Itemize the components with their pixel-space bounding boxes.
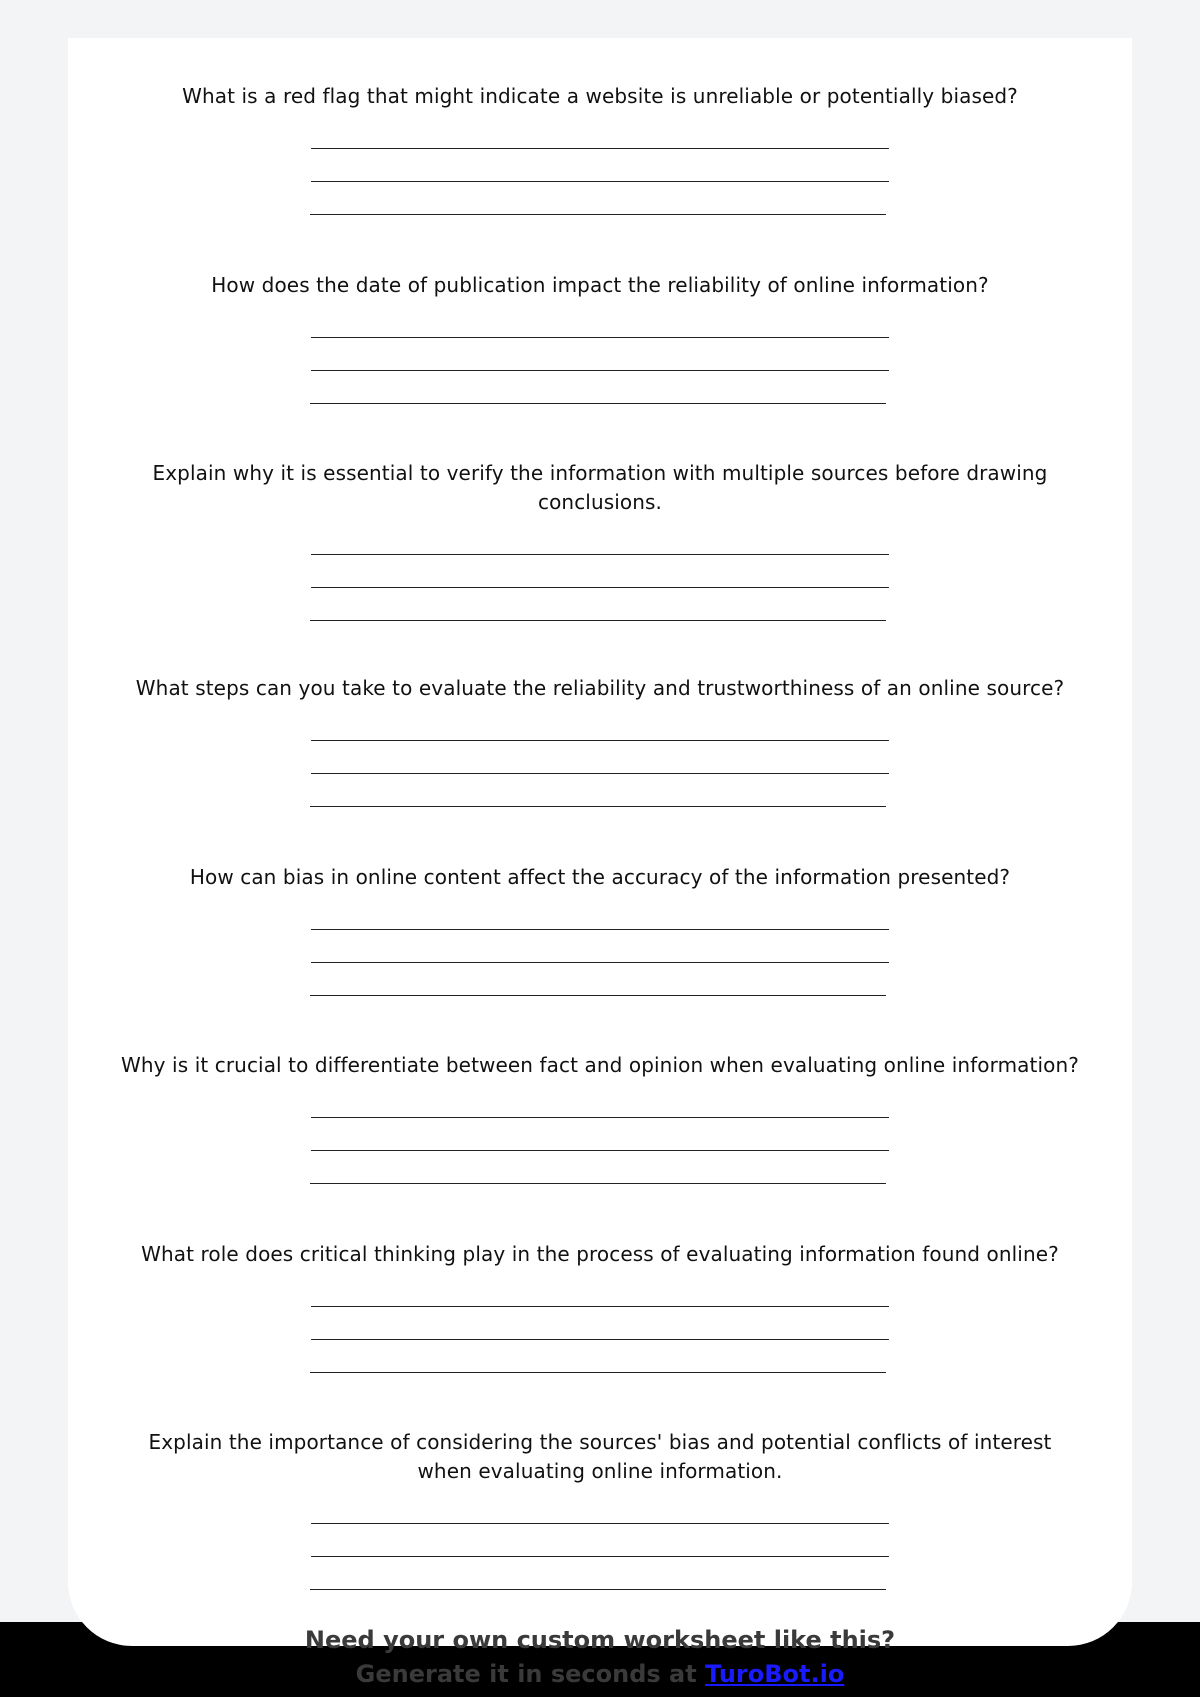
question-text: Explain why it is essential to verify the information with multiple sources before drawing conclusions. — [152, 461, 1048, 514]
question-text: How can bias in online content affect the accuracy of the information presented? — [189, 865, 1011, 889]
answer-lines — [68, 1281, 1132, 1380]
question-block — [68, 1051, 1132, 1191]
answer-line[interactable] — [310, 781, 886, 814]
answer-line[interactable] — [311, 345, 889, 378]
answer-lines — [68, 1092, 1132, 1191]
answer-line[interactable] — [310, 1347, 886, 1380]
answer-lines — [68, 715, 1132, 814]
answer-lines — [68, 1498, 1132, 1597]
answer-line[interactable] — [310, 1564, 886, 1597]
answer-lines — [68, 904, 1132, 1003]
answer-line[interactable] — [310, 189, 886, 222]
answer-line[interactable] — [310, 595, 886, 628]
worksheet-page — [68, 38, 1132, 1646]
question-text: How does the date of publication impact the reliability of online information? — [211, 273, 989, 297]
footer-promo-subline — [0, 1660, 1200, 1688]
answer-line[interactable] — [311, 904, 889, 937]
question-text: What is a red flag that might indicate a website is unreliable or potentially biased? — [182, 84, 1018, 108]
question-block — [68, 271, 1132, 411]
answer-line[interactable] — [311, 937, 889, 970]
question-block — [68, 863, 1132, 1003]
answer-line[interactable] — [311, 123, 889, 156]
question-block — [68, 1240, 1132, 1380]
question-block — [68, 674, 1132, 814]
answer-line[interactable] — [311, 529, 889, 562]
answer-line[interactable] — [311, 1281, 889, 1314]
answer-line[interactable] — [311, 1531, 889, 1564]
answer-line[interactable] — [310, 378, 886, 411]
turobot-link[interactable]: TuroBot.io — [705, 1660, 845, 1688]
answer-line[interactable] — [310, 1158, 886, 1191]
answer-line[interactable] — [311, 1125, 889, 1158]
answer-lines — [68, 312, 1132, 411]
question-text: What role does critical thinking play in the process of evaluating information found online? — [141, 1242, 1059, 1266]
answer-line[interactable] — [311, 312, 889, 345]
footer-promo-prefix: Generate it in seconds at — [355, 1660, 706, 1688]
answer-line[interactable] — [311, 1498, 889, 1531]
footer-promo-headline: Need your own custom worksheet like this? — [304, 1626, 896, 1654]
answer-lines — [68, 123, 1132, 222]
question-block — [68, 82, 1132, 222]
answer-line[interactable] — [311, 1092, 889, 1125]
answer-line[interactable] — [311, 1314, 889, 1347]
answer-line[interactable] — [311, 715, 889, 748]
question-block — [68, 1428, 1132, 1597]
question-block — [68, 459, 1132, 628]
question-text: Explain the importance of considering the sources' bias and potential conflicts of interest when evaluating online information. — [148, 1430, 1052, 1483]
answer-line[interactable] — [311, 562, 889, 595]
answer-line[interactable] — [311, 156, 889, 189]
question-text: What steps can you take to evaluate the reliability and trustworthiness of an online source? — [135, 676, 1065, 700]
answer-line[interactable] — [310, 970, 886, 1003]
answer-lines — [68, 529, 1132, 628]
answer-line[interactable] — [311, 748, 889, 781]
question-text: Why is it crucial to differentiate between fact and opinion when evaluating online information? — [121, 1053, 1079, 1077]
